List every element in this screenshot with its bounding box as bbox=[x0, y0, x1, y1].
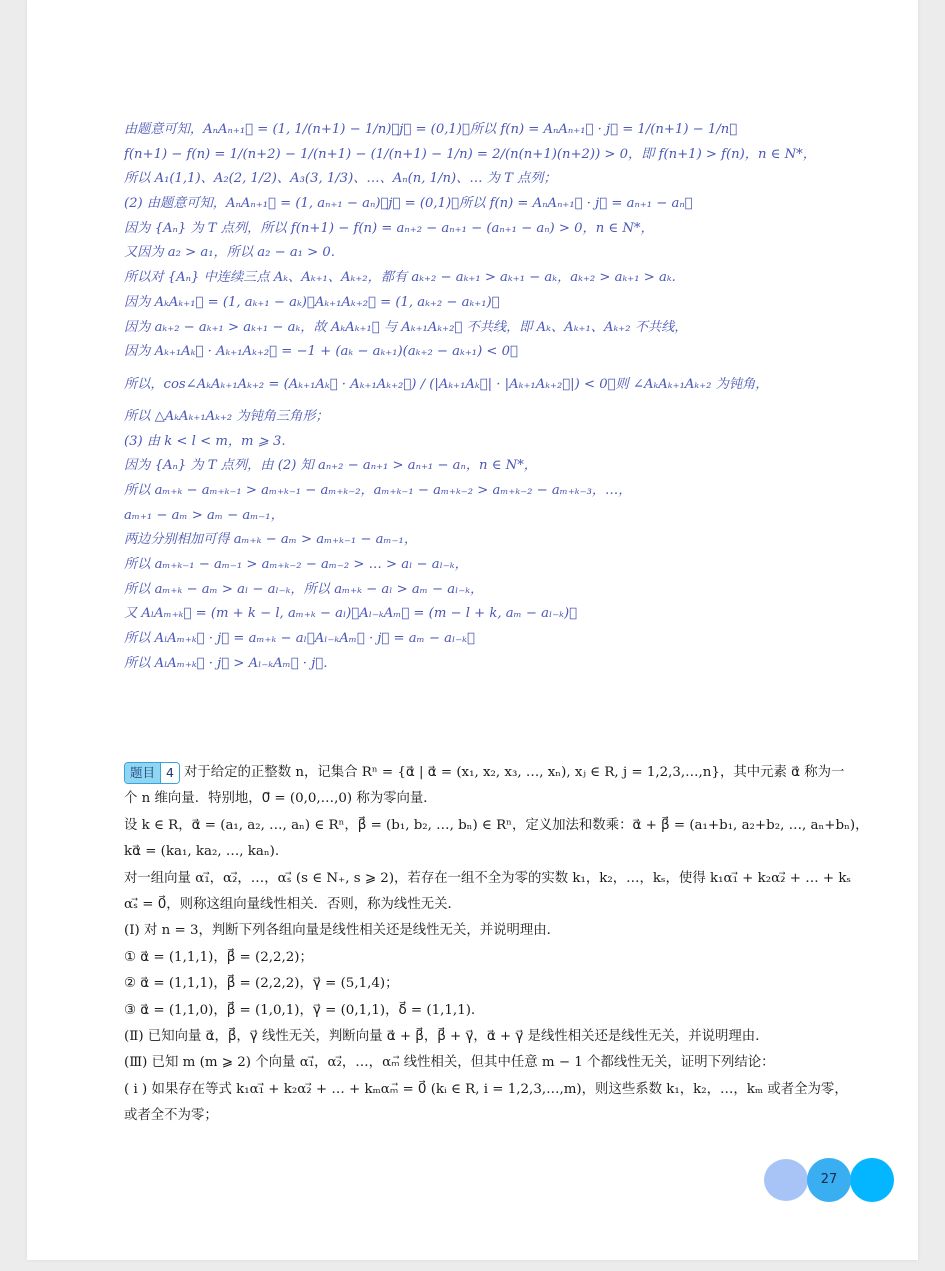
solution-line: 又因为 a₂ > a₁，所以 a₂ − a₁ > 0. bbox=[124, 245, 335, 261]
solution-line: 由题意可知，AₙAₙ₊₁⃗ = (1, 1/(n+1) − 1/n)，j⃗ = (0,1)，所以 f(n) = AₙAₙ₊₁⃗ · j⃗ = 1/(n+1) − 1/n， bbox=[124, 122, 738, 137]
problem-badge-number: 4 bbox=[160, 763, 179, 783]
problem-line: ( i ) 如果存在等式 k₁α₁⃗ + k₂α₂⃗ + … + kₘαₘ⃗ = 0⃗ (kᵢ ∈ R, i = 1,2,3,…,m)，则这些系数 k₁，k₂，…，kₘ 或者全为零， bbox=[124, 1081, 848, 1097]
problem-first-line bbox=[124, 760, 884, 786]
problem-line: αₛ⃗ = 0⃗，则称这组向量线性相关．否则，称为线性无关． bbox=[124, 896, 461, 912]
solution-line: 所以 AₗAₘ₊ₖ⃗ · j⃗ = aₘ₊ₖ − aₗ，Aₗ₋ₖAₘ⃗ · j⃗ = aₘ − aₗ₋ₖ， bbox=[124, 631, 475, 647]
problem-line: 对于给定的正整数 n，记集合 Rⁿ = {α⃗ | α⃗ = (x₁, x₂, x₃, …, xₙ), xⱼ ∈ R, j = 1,2,3,…,n}，其中元素 α⃗ 称为一 bbox=[183, 765, 845, 780]
problem-line: (Ⅲ) 已知 m (m ⩾ 2) 个向量 α₁⃗，α₂⃗，…，αₘ⃗ 线性相关，但其中任意 m − 1 个都线性无关，证明下列结论： bbox=[124, 1055, 775, 1071]
problem-line: 或者全不为零； bbox=[124, 1108, 218, 1124]
solution-line: 所以对 {Aₙ} 中连续三点 Aₖ、Aₖ₊₁、Aₖ₊₂，都有 aₖ₊₂ − aₖ₊₁ > aₖ₊₁ − aₖ，aₖ₊₂ > aₖ₊₁ > aₖ. bbox=[124, 270, 676, 286]
problem-line: ① α⃗ = (1,1,1)，β⃗ = (2,2,2)； bbox=[124, 949, 313, 965]
problem-line: 个 n 维向量．特别地，0⃗ = (0,0,…,0) 称为零向量． bbox=[124, 791, 437, 807]
solution-line: 所以 aₘ₊ₖ − aₘ₊ₖ₋₁ > aₘ₊ₖ₋₁ − aₘ₊ₖ₋₂，aₘ₊ₖ₋₁ − aₘ₊ₖ₋₂ > aₘ₊ₖ₋₂ − aₘ₊ₖ₋₃，…， bbox=[124, 482, 632, 498]
document-page bbox=[27, 0, 918, 1260]
solution-block bbox=[124, 118, 854, 676]
solution-line: aₘ₊₁ − aₘ > aₘ − aₘ₋₁， bbox=[124, 507, 284, 523]
solution-line: 所以 aₘ₊ₖ − aₘ > aₗ − aₗ₋ₖ，所以 aₘ₊ₖ − aₗ > aₘ − aₗ₋ₖ， bbox=[124, 581, 484, 597]
solution-line: 因为 Aₖ₊₁Aₖ⃗ · Aₖ₊₁Aₖ₊₂⃗ = −1 + (aₖ − aₖ₊₁)(aₖ₊₂ − aₖ₊₁) < 0， bbox=[124, 344, 518, 360]
problem-block bbox=[124, 760, 884, 1129]
page-number-decoration bbox=[764, 1158, 894, 1202]
page-number: 27 bbox=[820, 1172, 838, 1187]
problem-line: ② α⃗ = (1,1,1)，β⃗ = (2,2,2)，γ⃗ = (5,1,4)； bbox=[124, 976, 399, 992]
solution-line: (2) 由题意可知，AₙAₙ₊₁⃗ = (1, aₙ₊₁ − aₙ)，j⃗ = (0,1)，所以 f(n) = AₙAₙ₊₁⃗ · j⃗ = aₙ₊₁ − aₙ， bbox=[124, 196, 693, 212]
problem-line: 对一组向量 α₁⃗，α₂⃗，…，αₛ⃗ (s ∈ N₊, s ⩾ 2)，若存在一组不全为零的实数 k₁，k₂，…，kₛ，使得 k₁α₁⃗ + k₂α₂⃗ + … + kₛ bbox=[124, 870, 851, 886]
solution-line: 因为 AₖAₖ₊₁⃗ = (1, aₖ₊₁ − aₖ)，Aₖ₊₁Aₖ₊₂⃗ = (1, aₖ₊₂ − aₖ₊₁)， bbox=[124, 294, 500, 310]
solution-line: 所以 aₘ₊ₖ₋₁ − aₘ₋₁ > aₘ₊ₖ₋₂ − aₘ₋₂ > … > aₗ − aₗ₋ₖ， bbox=[124, 557, 468, 572]
problem-line: (Ⅱ) 已知向量 α⃗，β⃗，γ⃗ 线性无关，判断向量 α⃗ + β⃗，β⃗ + γ⃗，α⃗ + γ⃗ 是线性相关还是线性无关，并说明理由． bbox=[124, 1028, 769, 1044]
solution-line: 因为 aₖ₊₂ − aₖ₊₁ > aₖ₊₁ − aₖ，故 AₖAₖ₊₁⃗ 与 Aₖ₊₁Aₖ₊₂⃗ 不共线，即 Aₖ、Aₖ₊₁、Aₖ₊₂ 不共线， bbox=[124, 319, 688, 335]
problem-line: 设 k ∈ R，α⃗ = (a₁, a₂, …, aₙ) ∈ Rⁿ，β⃗ = (b₁, b₂, …, bₙ) ∈ Rⁿ，定义加法和数乘：α⃗ + β⃗ = (a₁+b₁, a₂+b₂, …, aₙ+bₙ)， bbox=[124, 817, 869, 833]
decor-circle-left bbox=[764, 1159, 808, 1201]
solution-line: 因为 {Aₙ} 为 T 点列，由 (2) 知 aₙ₊₂ − aₙ₊₁ > aₙ₊₁ − aₙ，n ∈ N*， bbox=[124, 458, 537, 474]
problem-line: (Ⅰ) 对 n = 3，判断下列各组向量是线性相关还是线性无关，并说明理由． bbox=[124, 923, 561, 939]
solution-line: 所以 A₁(1,1)、A₂(2, 1/2)、A₃(3, 1/3)、…、Aₙ(n, 1/n)、… 为 T 点列； bbox=[124, 171, 557, 187]
solution-line: 因为 {Aₙ} 为 T 点列，所以 f(n+1) − f(n) = aₙ₊₂ − aₙ₊₁ − (aₙ₊₁ − aₙ) > 0，n ∈ N*， bbox=[124, 220, 654, 236]
solution-line: f(n+1) − f(n) = 1/(n+2) − 1/(n+1) − (1/(n+1) − 1/n) = 2/(n(n+1)(n+2)) > 0，即 f(n+1) > f(n)，n ∈ N*， bbox=[124, 146, 816, 162]
solution-line: 又 AₗAₘ₊ₖ⃗ = (m + k − l, aₘ₊ₖ − aₗ)，Aₗ₋ₖAₘ⃗ = (m − l + k, aₘ − aₗ₋ₖ)， bbox=[124, 606, 578, 622]
solution-line: 所以 AₗAₘ₊ₖ⃗ · j⃗ > Aₗ₋ₖAₘ⃗ · j⃗. bbox=[124, 655, 328, 671]
solution-line: 两边分别相加可得 aₘ₊ₖ − aₘ > aₘ₊ₖ₋₁ − aₘ₋₁， bbox=[124, 532, 418, 548]
problem-line: ③ α⃗ = (1,1,0)，β⃗ = (1,0,1)，γ⃗ = (0,1,1)，δ⃗ = (1,1,1). bbox=[124, 1002, 476, 1018]
problem-badge bbox=[124, 762, 180, 784]
solution-line: 所以 △AₖAₖ₊₁Aₖ₊₂ 为钝角三角形； bbox=[124, 408, 329, 424]
solution-line: (3) 由 k < l < m，m ⩾ 3. bbox=[124, 433, 286, 449]
decor-circle-right bbox=[850, 1158, 894, 1202]
problem-badge-label: 题目 bbox=[125, 763, 160, 783]
solution-line: 所以，cos∠AₖAₖ₊₁Aₖ₊₂ = (Aₖ₊₁Aₖ⃗ · Aₖ₊₁Aₖ₊₂⃗) / (|Aₖ₊₁Aₖ⃗| · |Aₖ₊₁Aₖ₊₂⃗|) < 0，则 ∠AₖAₖ₊₁Aₖ₊₂ 为钝角， bbox=[124, 376, 769, 392]
problem-line: kα⃗ = (ka₁, ka₂, …, kaₙ). bbox=[124, 844, 280, 860]
